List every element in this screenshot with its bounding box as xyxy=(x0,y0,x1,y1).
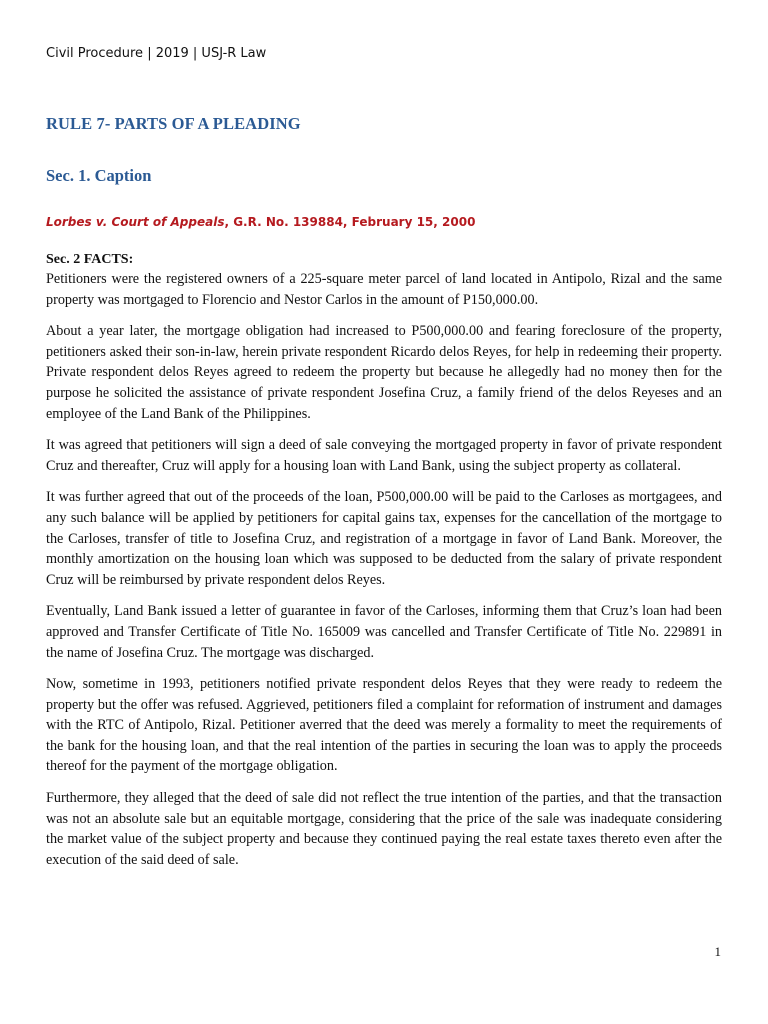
facts-body xyxy=(46,269,722,881)
paragraph: Furthermore, they alleged that the deed of sale did not reflect the true intention of the parties, and that the transaction was not an absolute sale but an equitable mortgage, considering that the price of the sale was inadequate considering the market value of the subject property and because they continued paying the real estate taxes thereto even after the execution of the said deed of sale. xyxy=(46,790,722,868)
facts-label: Sec. 2 FACTS: xyxy=(46,252,134,267)
section-title: Sec. 1. Caption xyxy=(46,166,152,185)
paragraph: It was further agreed that out of the proceeds of the loan, P500,000.00 will be paid to the Carloses as mortgagees, and any such balance will be applied by petitioners for capital gains tax, expenses for the cancellation of the mortgage to the Carloses, transfer of title to Josefina Cruz, and registration of a mortgage in favor of Land Bank. Moreover, the monthly amortization on the housing loan which was supposed to be deducted from the salary of private respondent Cruz will be reimbursed by private respondent delos Reyes. xyxy=(46,489,722,588)
case-details: , G.R. No. 139884, February 15, 2000 xyxy=(224,215,476,229)
case-citation xyxy=(46,215,475,229)
paragraph: About a year later, the mortgage obligation had increased to P500,000.00 and fearing foreclosure of the property, petitioners asked their son-in-law, herein private respondent Ricardo delos Reyes, for help in redeeming their property. Private respondent delos Reyes agreed to redeem the property but because he allegedly had no money then for the purpose he solicited the assistance of private respondent Josefina Cruz, a family friend of the delos Reyeses and an employee of the Land Bank of the Philippines. xyxy=(46,323,722,422)
rule-title: RULE 7- PARTS OF A PLEADING xyxy=(46,114,301,133)
page-number: 1 xyxy=(714,944,721,959)
paragraph: Petitioners were the registered owners of a 225-square meter parcel of land located in Antipolo, Rizal and the same property was mortgaged to Florencio and Nestor Carlos in the amount of P150,000.00. xyxy=(46,271,722,308)
paragraph: Eventually, Land Bank issued a letter of guarantee in favor of the Carloses, informing them that Cruz’s loan had been approved and Transfer Certificate of Title No. 165009 was cancelled and Transfer Certificate of Title No. 229891 in the name of Josefina Cruz. The mortgage was discharged. xyxy=(46,603,722,661)
paragraph: It was agreed that petitioners will sign a deed of sale conveying the mortgaged property in favor of private respondent Cruz and thereafter, Cruz will apply for a housing loan with Land Bank, using the subject property as collateral. xyxy=(46,437,722,474)
paragraph: Now, sometime in 1993, petitioners notified private respondent delos Reyes that they were ready to redeem the property but the offer was refused. Aggrieved, petitioners filed a complaint for reformation of instrument and damages with the RTC of Antipolo, Rizal. Petitioner averred that the deed was merely a formality to meet the requirements of the bank for the housing loan, and that the real intention of the parties in securing the loan was to apply the proceeds thereof for the payment of the mortgage obligation. xyxy=(46,676,722,775)
running-header: Civil Procedure | 2019 | USJ-R Law xyxy=(46,46,267,61)
case-name: Lorbes v. Court of Appeals xyxy=(46,215,225,229)
